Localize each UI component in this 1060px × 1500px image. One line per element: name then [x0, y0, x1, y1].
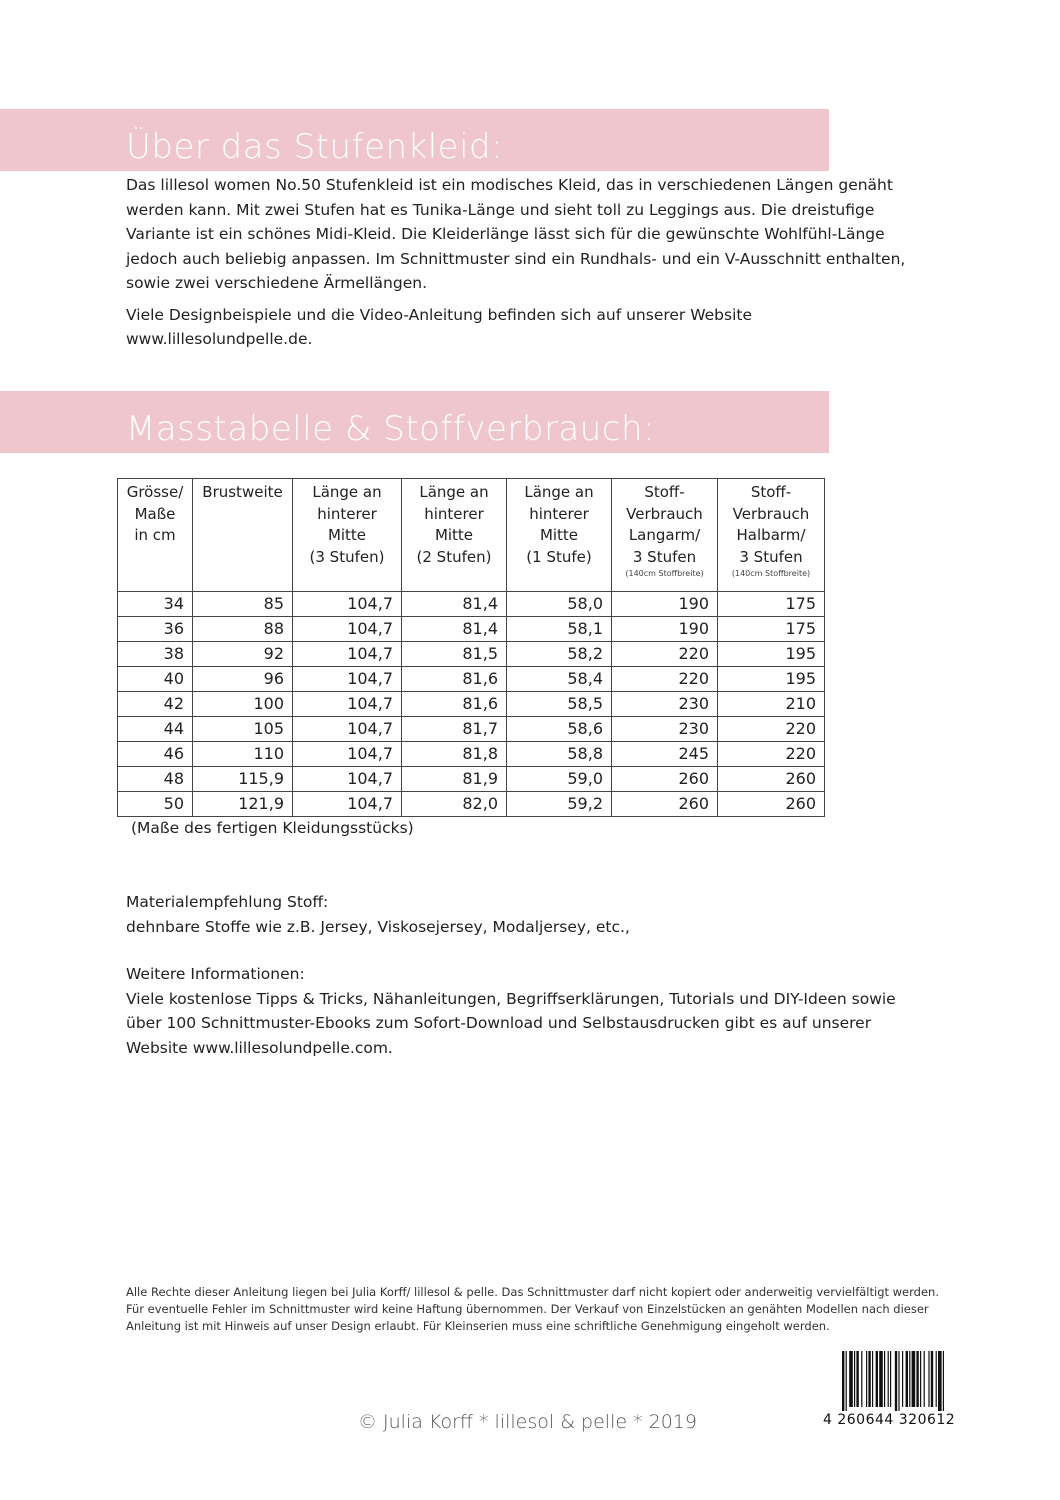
table-cell: 260 [718, 767, 825, 792]
legal-line-1: Alle Rechte dieser Anleitung liegen bei Julia Korff/ lillesol & pelle. Das Schnittmuster darf nicht kopiert oder anderweitig vervielfältigt werden. [126, 1285, 939, 1299]
header-line: 3 Stufen [632, 547, 697, 566]
table-row [118, 792, 825, 817]
table-cell: 38 [118, 642, 193, 667]
section-title-about: Über das Stufenkleid: [126, 127, 504, 167]
table-cell: 88 [193, 617, 293, 642]
table-cell: 46 [118, 742, 193, 767]
table-cell: 92 [193, 642, 293, 667]
header-line: (3 Stufen) [309, 547, 385, 566]
table-cell: 220 [612, 642, 718, 667]
table-cell: 260 [718, 792, 825, 817]
table-cell: 58,8 [507, 742, 612, 767]
table-cell: 50 [118, 792, 193, 817]
table-header-cell [118, 479, 193, 592]
section-band-about [0, 109, 829, 171]
table-cell: 175 [718, 617, 825, 642]
about-text [126, 173, 926, 359]
header-line: in cm [134, 526, 176, 544]
barcode-number: 4 260644 320612 [823, 1412, 956, 1428]
table-cell: 245 [612, 742, 718, 767]
table-row [118, 767, 825, 792]
table-row [118, 617, 825, 642]
material-block [126, 890, 926, 939]
header-line: Länge an [419, 483, 489, 501]
header-line: Verbrauch [732, 504, 810, 523]
section-band-sizes [0, 391, 829, 453]
table-cell: 104,7 [293, 742, 402, 767]
table-cell: 82,0 [402, 792, 507, 817]
table-header-cell [193, 479, 293, 592]
table-cell: 59,0 [507, 767, 612, 792]
table-cell: 260 [612, 767, 718, 792]
size-table [117, 478, 825, 817]
info-text: Viele kostenlose Tipps & Tricks, Nähanleitungen, Begriffserklärungen, Tutorials und DIY-Ideen sowie über 100 Schnittmuster-Ebooks zum Sofort-Download und Selbstausdrucken gibt es auf unserer Website www.lillesolundpelle.com. [126, 989, 896, 1057]
table-cell: 104,7 [293, 692, 402, 717]
about-paragraph-2: Viele Designbeispiele und die Video-Anleitung befinden sich auf unserer Website www.lillesolundpelle.de. [126, 305, 753, 348]
table-cell: 104,7 [293, 642, 402, 667]
table-cell: 121,9 [193, 792, 293, 817]
legal-line-2: Für eventuelle Fehler im Schnittmuster wird keine Haftung übernommen. Der Verkauf von Einzelstücken an genähten Modellen nach dieser [126, 1302, 929, 1316]
table-header-cell [293, 479, 402, 592]
info-block [126, 962, 926, 1060]
header-line: (1 Stufe) [526, 547, 592, 566]
header-line: Länge an [524, 483, 594, 501]
table-row [118, 692, 825, 717]
table-cell: 104,7 [293, 592, 402, 617]
table-cell: 104,7 [293, 717, 402, 742]
header-line: Mitte [327, 526, 367, 544]
header-line: 3 Stufen [739, 547, 803, 566]
table-cell: 42 [118, 692, 193, 717]
table-cell: 175 [718, 592, 825, 617]
table-cell: 96 [193, 667, 293, 692]
table-row [118, 717, 825, 742]
header-line: Mitte [539, 526, 579, 544]
table-cell: 81,4 [402, 617, 507, 642]
table-cell: 81,6 [402, 692, 507, 717]
header-line: Halbarm/ [736, 526, 806, 544]
table-cell: 104,7 [293, 767, 402, 792]
table-cell: 210 [718, 692, 825, 717]
legal-notice [126, 1284, 956, 1335]
material-text: dehnbare Stoffe wie z.B. Jersey, Viskosejersey, Modaljersey, etc., [126, 917, 630, 936]
table-cell: 230 [612, 717, 718, 742]
table-cell: 34 [118, 592, 193, 617]
table-cell: 220 [718, 742, 825, 767]
header-line: Langarm/ [628, 526, 701, 544]
table-caption: (Maße des fertigen Kleidungsstücks) [131, 819, 414, 837]
header-line: hinterer [529, 504, 589, 523]
table-cell: 81,9 [402, 767, 507, 792]
size-table-header-row [118, 479, 825, 592]
header-line: Verbrauch [626, 504, 703, 523]
header-line: Brustweite [202, 483, 283, 501]
header-note: (140cm Stoffbreite) [625, 569, 704, 578]
header-line: Stoff- [750, 483, 792, 501]
table-cell: 58,4 [507, 667, 612, 692]
table-cell: 260 [612, 792, 718, 817]
table-row [118, 642, 825, 667]
table-cell: 100 [193, 692, 293, 717]
table-header-cell [612, 479, 718, 592]
copyright-line: © Julia Korff * lillesol & pelle * 2019 [358, 1411, 697, 1433]
header-line: Grösse/ [126, 483, 184, 501]
table-cell: 105 [193, 717, 293, 742]
table-cell: 110 [193, 742, 293, 767]
table-cell: 44 [118, 717, 193, 742]
section-title-sizes: Masstabelle & Stoffverbrauch: [126, 409, 656, 449]
table-cell: 58,1 [507, 617, 612, 642]
table-cell: 195 [718, 667, 825, 692]
table-cell: 58,0 [507, 592, 612, 617]
table-cell: 81,5 [402, 642, 507, 667]
legal-line-3: Anleitung ist mit Hinweis auf unser Design erlaubt. Für Kleinserien muss eine schriftliche Genehmigung eingeholt werden. [126, 1319, 830, 1333]
table-cell: 81,4 [402, 592, 507, 617]
table-cell: 220 [718, 717, 825, 742]
table-cell: 104,7 [293, 617, 402, 642]
table-row [118, 667, 825, 692]
table-header-cell [718, 479, 825, 592]
table-row [118, 592, 825, 617]
table-cell: 59,2 [507, 792, 612, 817]
table-cell: 40 [118, 667, 193, 692]
table-row [118, 742, 825, 767]
table-cell: 104,7 [293, 667, 402, 692]
table-cell: 58,6 [507, 717, 612, 742]
table-cell: 85 [193, 592, 293, 617]
table-cell: 81,6 [402, 667, 507, 692]
header-line: (2 Stufen) [416, 547, 492, 566]
barcode-icon [840, 1351, 990, 1411]
table-cell: 115,9 [193, 767, 293, 792]
table-cell: 190 [612, 592, 718, 617]
table-cell: 58,5 [507, 692, 612, 717]
table-cell: 190 [612, 617, 718, 642]
header-line: Mitte [434, 526, 474, 544]
info-heading: Weitere Informationen: [126, 965, 305, 983]
table-cell: 36 [118, 617, 193, 642]
table-cell: 220 [612, 667, 718, 692]
header-note: (140cm Stoffbreite) [731, 569, 811, 578]
header-line: hinterer [317, 504, 377, 523]
table-cell: 81,7 [402, 717, 507, 742]
table-cell: 48 [118, 767, 193, 792]
about-paragraph-1: Das lillesol women No.50 Stufenkleid ist ein modisches Kleid, das in verschiedenen Längen genäht werden kann. Mit zwei Stufen hat es Tunika-Länge und sieht toll zu Leggings aus. Die dreistufige Variante ist ein schönes Midi-Kleid. Die Kleiderlänge lässt sich für die gewünschte Wohlfühl-Länge jedoch auch beliebig anpassen. Im Schnittmuster sind ein Rundhals- und ein V-Ausschnitt enthalten, sowie zwei verschiedene Ärmellängen. [126, 176, 906, 292]
table-header-cell [507, 479, 612, 592]
header-line: hinterer [424, 504, 484, 523]
header-line: Stoff- [644, 483, 685, 501]
table-cell: 230 [612, 692, 718, 717]
material-heading: Materialempfehlung Stoff: [126, 893, 329, 911]
table-header-cell [402, 479, 507, 592]
table-cell: 58,2 [507, 642, 612, 667]
table-cell: 195 [718, 642, 825, 667]
table-cell: 81,8 [402, 742, 507, 767]
header-line: Maße [134, 504, 176, 523]
header-line: Länge an [312, 483, 382, 501]
table-cell: 104,7 [293, 792, 402, 817]
